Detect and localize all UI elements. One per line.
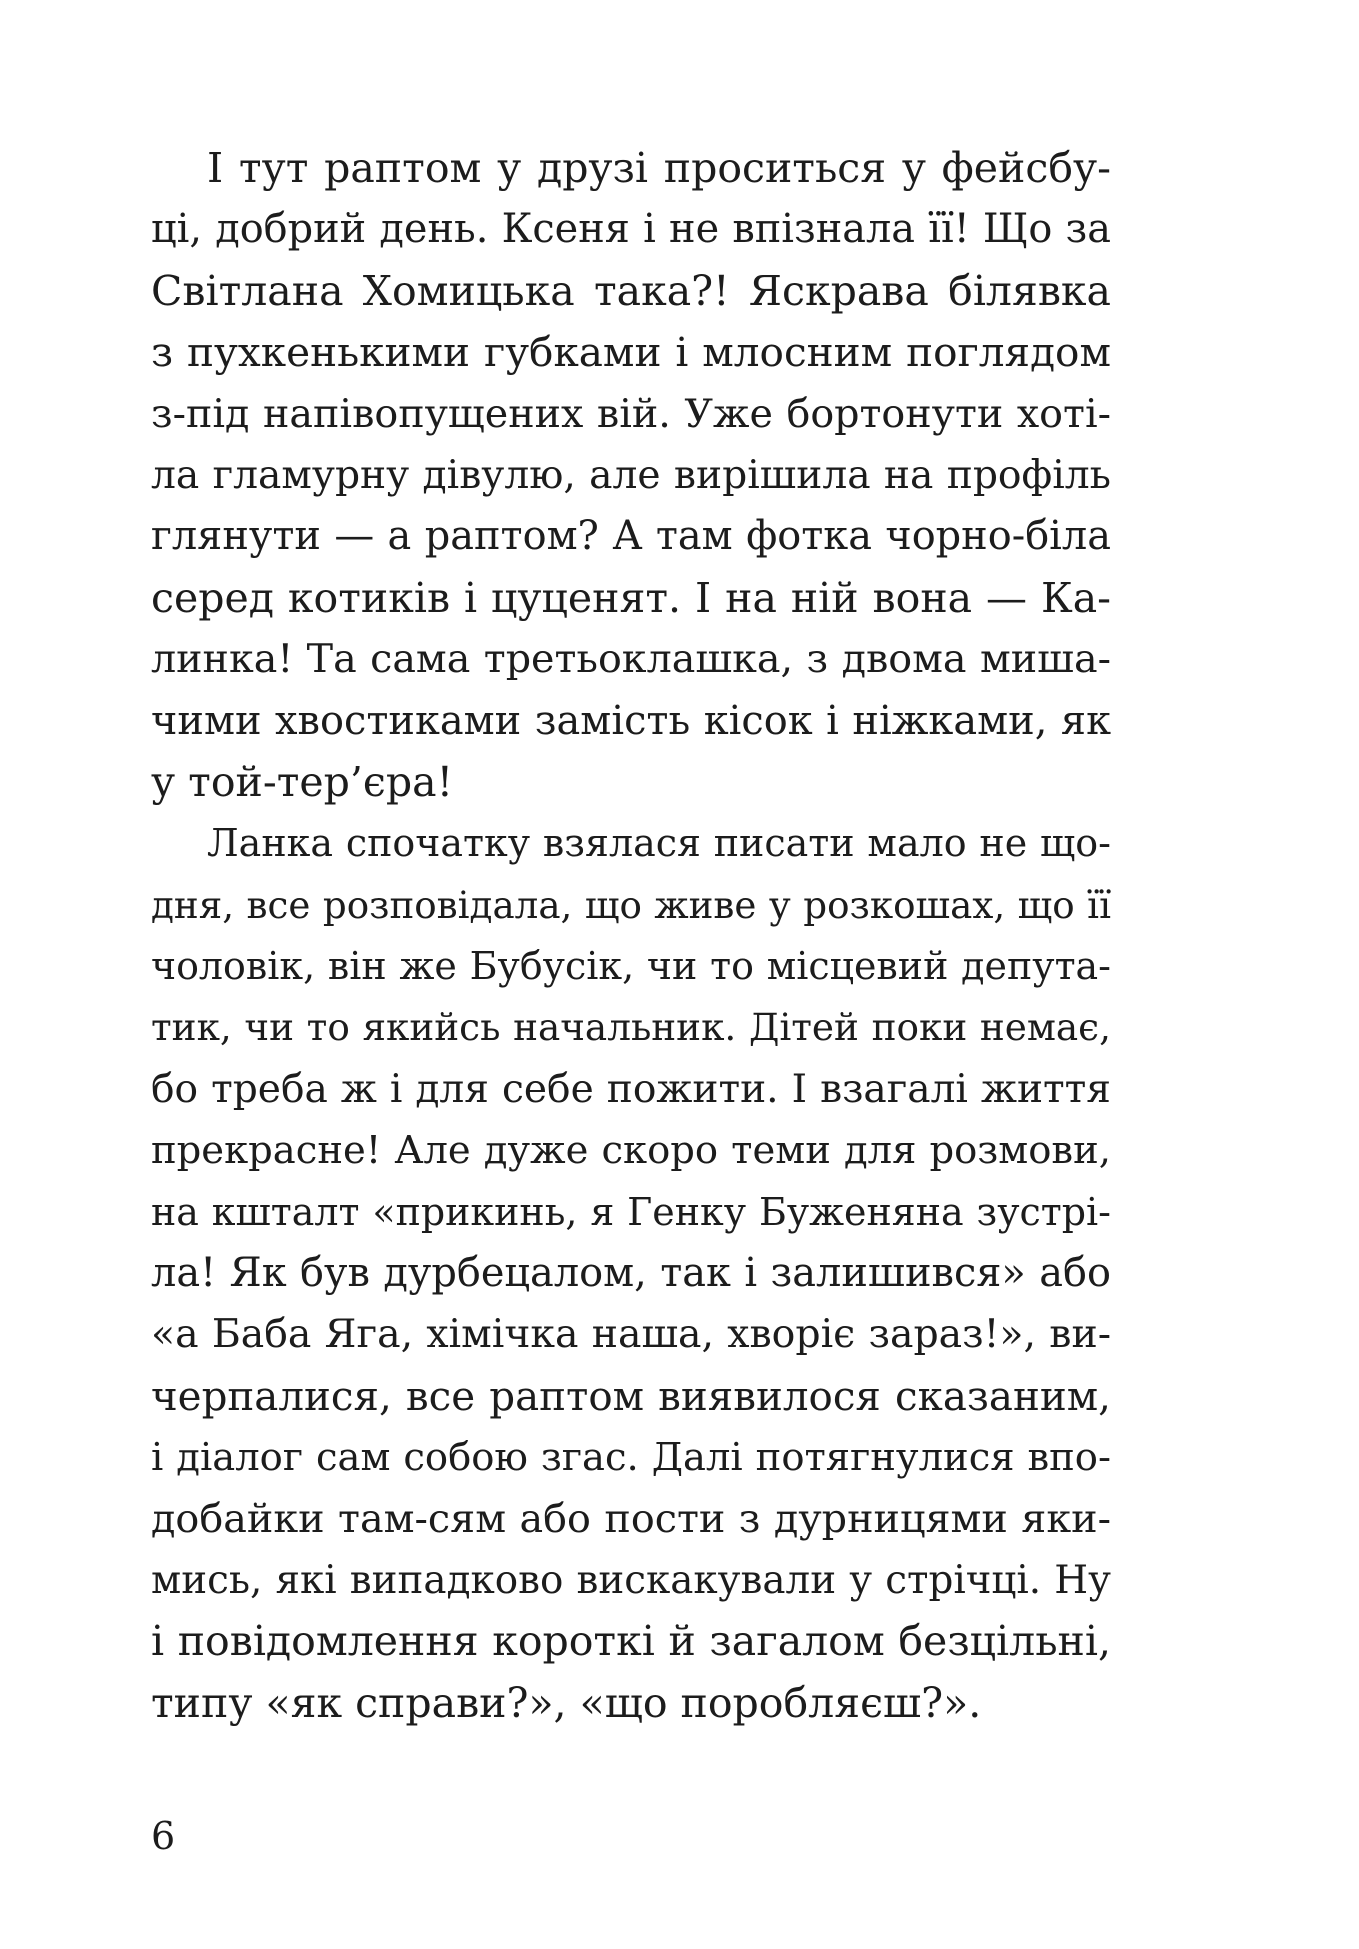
body-text <box>151 138 1111 1734</box>
text-line: «а Баба Яга, хімічка наша, хворіє зараз!», ви- <box>151 1311 1111 1358</box>
text-line: мись, які випадково вискакували у стрічці. Ну <box>151 1557 1111 1603</box>
text-line: і діалог сам собою згас. Далі потягнулися впо- <box>151 1435 1111 1481</box>
text-line: ла! Як був дурбецалом, так і залишився» або <box>151 1250 1111 1297</box>
text-line: чоловік, він же Бубусік, чи то місцевий депута- <box>151 944 1111 989</box>
text-line: ці, добрий день. Ксеня і не впізнала її! Що за <box>151 206 1111 253</box>
text-line: і повідомлення короткі й загалом безцільні, <box>151 1617 1111 1666</box>
text-line: серед котиків і цуценят. І на ній вона — Ка- <box>151 573 1111 622</box>
text-line: бо треба ж і для себе пожити. І взагалі життя <box>151 1066 1111 1112</box>
text-line: з-під напівопущених вій. Уже бортонути хоті- <box>151 390 1111 437</box>
text-line: у той-тер’єра! <box>151 757 454 806</box>
text-line: прекрасне! Але дуже скоро теми для розмови, <box>151 1128 1111 1174</box>
text-line: добайки там-сям або пости з дурницями яки- <box>151 1495 1111 1542</box>
text-line: І тут раптом у друзі проситься у фейсбу- <box>207 144 1111 192</box>
text-line: черпалися, все раптом виявилося сказаним, <box>151 1372 1111 1420</box>
text-line: з пухкенькими губками і млосним поглядом <box>151 328 1111 377</box>
text-line: Світлана Хомицька така?! Яскрава білявка <box>151 266 1111 315</box>
text-line: на кшталт «прикинь, я Генку Буженяна зустрі- <box>151 1189 1111 1234</box>
text-line: глянути — а раптом? А там фотка чорно-біла <box>151 513 1111 560</box>
text-line: типу «як справи?», «що поробляєш?». <box>151 1678 982 1727</box>
text-line: Ланка спочатку взялася писати мало не що- <box>207 821 1111 866</box>
text-line: линка! Та сама третьоклашка, з двома миша- <box>151 636 1111 683</box>
text-line: дня, все розповідала, що живе у розкошах, що її <box>151 882 1111 927</box>
page-number: 6 <box>151 1814 176 1858</box>
text-line: тик, чи то якийсь начальник. Дітей поки немає, <box>151 1005 1111 1050</box>
text-line: чими хвостиками замість кісок і ніжками, як <box>151 697 1111 744</box>
text-line: ла гламурну дівулю, але вирішила на профіль <box>151 452 1111 498</box>
